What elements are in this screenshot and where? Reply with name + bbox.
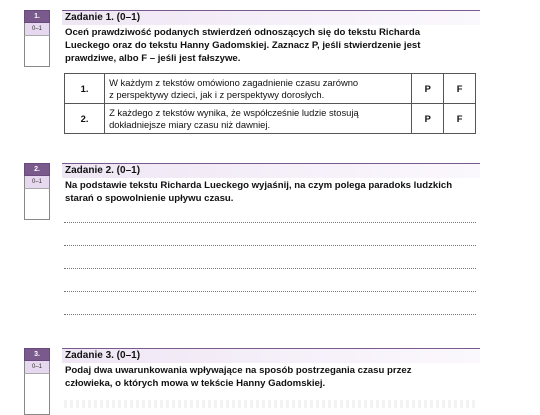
task3-side-panel <box>24 348 50 415</box>
answer-line[interactable] <box>64 268 476 269</box>
statement-line: dokładniejsze miary czasu niż dawniej. <box>109 118 271 130</box>
task1-title: Zadanie 1. (0–1) <box>62 10 480 25</box>
task3-points-badge: 0–1 <box>24 361 50 373</box>
task1-instruction-line: Oceń prawdziwość podanych stwierdzeń odnoszących się do tekstu Richarda <box>65 27 421 38</box>
answer-line[interactable] <box>64 314 476 315</box>
option-true[interactable]: P <box>412 74 444 104</box>
task3-score-box <box>24 373 50 415</box>
option-false[interactable]: F <box>444 74 476 104</box>
task2-side-panel <box>24 163 50 220</box>
task3-content <box>62 348 480 390</box>
task3-title: Zadanie 3. (0–1) <box>62 348 480 363</box>
option-true[interactable]: P <box>412 104 444 134</box>
task1-instruction <box>62 25 480 65</box>
task3-instruction-line: Podaj dwa uwarunkowania wpływające na sposób postrzegania czasu przez <box>65 365 412 376</box>
statement-line: W każdym z tekstów omówiono zagadnienie czasu zarówno <box>109 76 359 88</box>
task1-instruction-line: prawdziwe, albo F – jeśli jest fałszywe. <box>65 53 241 64</box>
task2-instruction-line: starań o spowolnienie upływu czasu. <box>65 193 234 204</box>
task2-number-badge: 2. <box>24 163 50 176</box>
task3-instruction <box>62 363 480 390</box>
task2-content <box>62 163 480 205</box>
task2-instruction <box>62 178 480 205</box>
answer-line[interactable] <box>64 245 476 246</box>
table-row <box>65 74 476 104</box>
task1-content <box>62 10 480 65</box>
task2-points-badge: 0–1 <box>24 176 50 188</box>
statement-line: z perspektywy dzieci, jak i z perspektywy dorosłych. <box>109 88 325 100</box>
option-false[interactable]: F <box>444 104 476 134</box>
table-row <box>65 104 476 134</box>
statement-cell <box>105 104 412 134</box>
task1-instruction-line: Lueckego oraz do tekstu Hanny Gadomskiej. Zaznacz P, jeśli stwierdzenie jest <box>65 40 421 51</box>
task3-number-badge: 3. <box>24 348 50 361</box>
task2-instruction-line: Na podstawie tekstu Richarda Lueckego wyjaśnij, na czym polega paradoks ludzkich <box>65 180 453 191</box>
task2-title: Zadanie 2. (0–1) <box>62 163 480 178</box>
true-false-table <box>64 73 476 134</box>
answer-line[interactable] <box>64 291 476 292</box>
task1-points-badge: 0–1 <box>24 23 50 35</box>
task1-number-badge: 1. <box>24 10 50 23</box>
task2-score-box <box>24 188 50 220</box>
row-number: 1. <box>65 74 105 104</box>
task1-side-panel <box>24 10 50 67</box>
task1-score-box <box>24 35 50 67</box>
task3-instruction-line: człowieka, o których mowa w tekście Hanny Gadomskiej. <box>65 378 326 389</box>
row-number: 2. <box>65 104 105 134</box>
statement-line: Z każdego z tekstów wynika, że współcześnie ludzie stosują <box>109 106 359 118</box>
statement-cell <box>105 74 412 104</box>
answer-line[interactable] <box>64 222 476 223</box>
